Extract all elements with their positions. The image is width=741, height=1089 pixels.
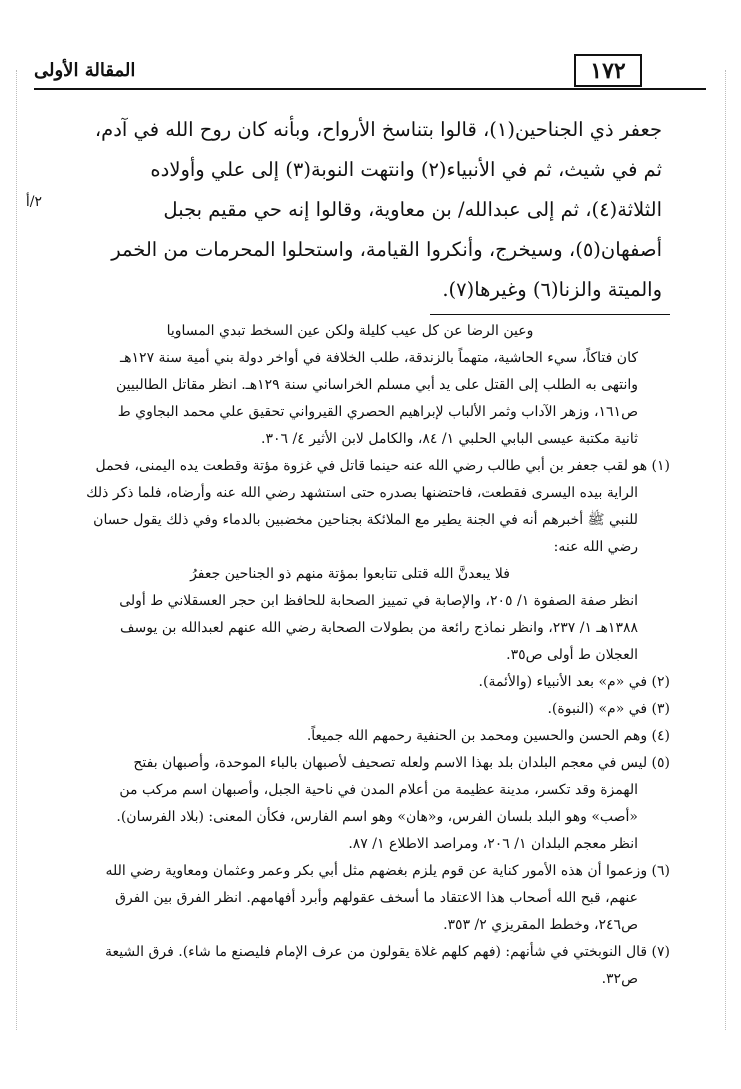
footnote-line: ص٣٢.	[601, 971, 638, 987]
footnote-line: (٥) ليس في معجم البلدان بلد بهذا الاسم ولعله تصحيف لأصبهان بالباء الموحدة، وأصبهان بفتح	[133, 755, 670, 771]
scan-edge-right	[725, 70, 726, 1030]
footnote-line: (١) هو لقب جعفر بن أبي طالب رضي الله عنه حينما قاتل في غزوة مؤتة وقطعت يده اليمنى، فحمل	[95, 458, 670, 474]
footnote-verse: فلا يبعدنَّ الله قتلى تتابعوا بمؤتة منهم ذو الجناحين جعفرُ	[190, 566, 510, 582]
main-line: جعفر ذي الجناحين(١)، قالوا بتناسخ الأرواح، وبأنه كان روح الله في آدم،	[94, 118, 662, 141]
footnote-line: (٢) في «م» بعد الأنبياء (والأئمة).	[478, 674, 670, 690]
page-number: ١٧٢	[574, 54, 642, 87]
footnote-line: (٤) وهم الحسن والحسين ومحمد بن الحنفية رحمهم الله جميعاً.	[306, 728, 670, 744]
footnote-line: ١٣٨٨هـ ١/ ٢٣٧، وانظر نماذج رائعة من بطولات الصحابة رضي الله عنهم لعبدالله بن يوسف	[120, 620, 638, 636]
footnote-line: (٣) في «م» (النبوة).	[547, 701, 670, 717]
footnote-line: (٦) وزعموا أن هذه الأمور كناية عن قوم يلزم بغضهم مثل أبي بكر وعمر وعثمان ومعاوية رضي الله	[105, 863, 670, 879]
main-line: أصفهان(٥)، وسيخرج، وأنكروا القيامة، واستحلوا المحرمات من الخمر	[111, 238, 662, 261]
main-text	[40, 110, 662, 310]
footnote-line: الراية بيده اليسرى فقطعت، فاحتضنها بصدره حتى استشهد رضي الله عنه وأرضاه، فلما ذكر ذلك	[86, 485, 638, 501]
footnote-line: رضي الله عنه:	[553, 539, 638, 555]
footnote-line: عنهم، قبح الله أصحاب هذا الاعتقاد ما أسخف عقولهم وأبرد أفهامهم. انظر الفرق بين الفرق	[115, 890, 638, 906]
footnote-line: انظر صفة الصفوة ١/ ٢٠٥، والإصابة في تمييز الصحابة للحافظ ابن حجر العسقلاني ط أولى	[119, 593, 638, 609]
footnote-line: وانتهى به الطلب إلى القتل على يد أبي مسلم الخراساني سنة ١٢٩هـ. انظر مقاتل الطالبيين	[116, 377, 638, 393]
main-line: والميتة والزنا(٦) وغيرها(٧).	[442, 278, 662, 301]
footnote-line: ص١٦١، وزهر الآداب وثمر الألباب لإبراهيم الحصري القيرواني تحقيق علي محمد البجاوي ط	[117, 404, 638, 420]
footnote-line: للنبي ﷺ أخبرهم أنه في الجنة يطير مع الملائكة بجناحين مخضبين بالدماء وفي ذلك يقول حسان	[93, 512, 638, 528]
scan-edge-left	[16, 70, 17, 1030]
footnotes	[30, 318, 670, 993]
footnote-line: «أصب» وهو البلد بلسان الفرس، و«هان» وهو اسم الفارس، فكأن المعنى: (بلاد الفرسان).	[116, 809, 638, 825]
main-line: الثلاثة(٤)، ثم إلى عبدالله/ بن معاوية، وقالوا إنه حي مقيم بجبل	[163, 198, 662, 221]
footnote-line: انظر معجم البلدان ١/ ٢٠٦، ومراصد الاطلاع ١/ ٨٧.	[348, 836, 638, 852]
page-header	[34, 54, 706, 92]
footnote-line: ثانية مكتبة عيسى البابي الحلبي ١/ ٨٤، والكامل لابن الأثير ٤/ ٣٠٦.	[261, 431, 638, 447]
running-title: المقالة الأولى	[34, 60, 136, 81]
footnote-line: (٧) قال النوبختي في شأنهم: (فهم كلهم غلاة يقولون من عرف الإمام فليصنع ما شاء). فرق الشيعة	[104, 944, 670, 960]
footnote-line: ص٢٤٦، وخطط المقريزي ٢/ ٣٥٣.	[443, 917, 638, 933]
footnote-verse: وعين الرضا عن كل عيب كليلة ولكن عين السخط تبدي المساويا	[166, 323, 534, 339]
footnote-line: الهمزة وقد تكسر، مدينة عظيمة من أعلام المدن في ناحية الجبل، وأصبهان اسم مركب من	[119, 782, 638, 798]
header-rule	[34, 88, 706, 90]
main-line: ثم في شيث، ثم في الأنبياء(٢) وانتهت النوبة(٣) إلى علي وأولاده	[150, 158, 662, 181]
footnote-line: العجلان ط أولى ص٣٥.	[506, 647, 638, 663]
footnote-separator	[430, 314, 670, 315]
folio-margin-note: ٢/أ	[25, 194, 42, 210]
footnote-line: كان فتاكاً، سيء الحاشية، متهماً بالزندقة، طلب الخلافة في أواخر دولة بني أمية سنة ١٢٧هـ	[120, 350, 638, 366]
